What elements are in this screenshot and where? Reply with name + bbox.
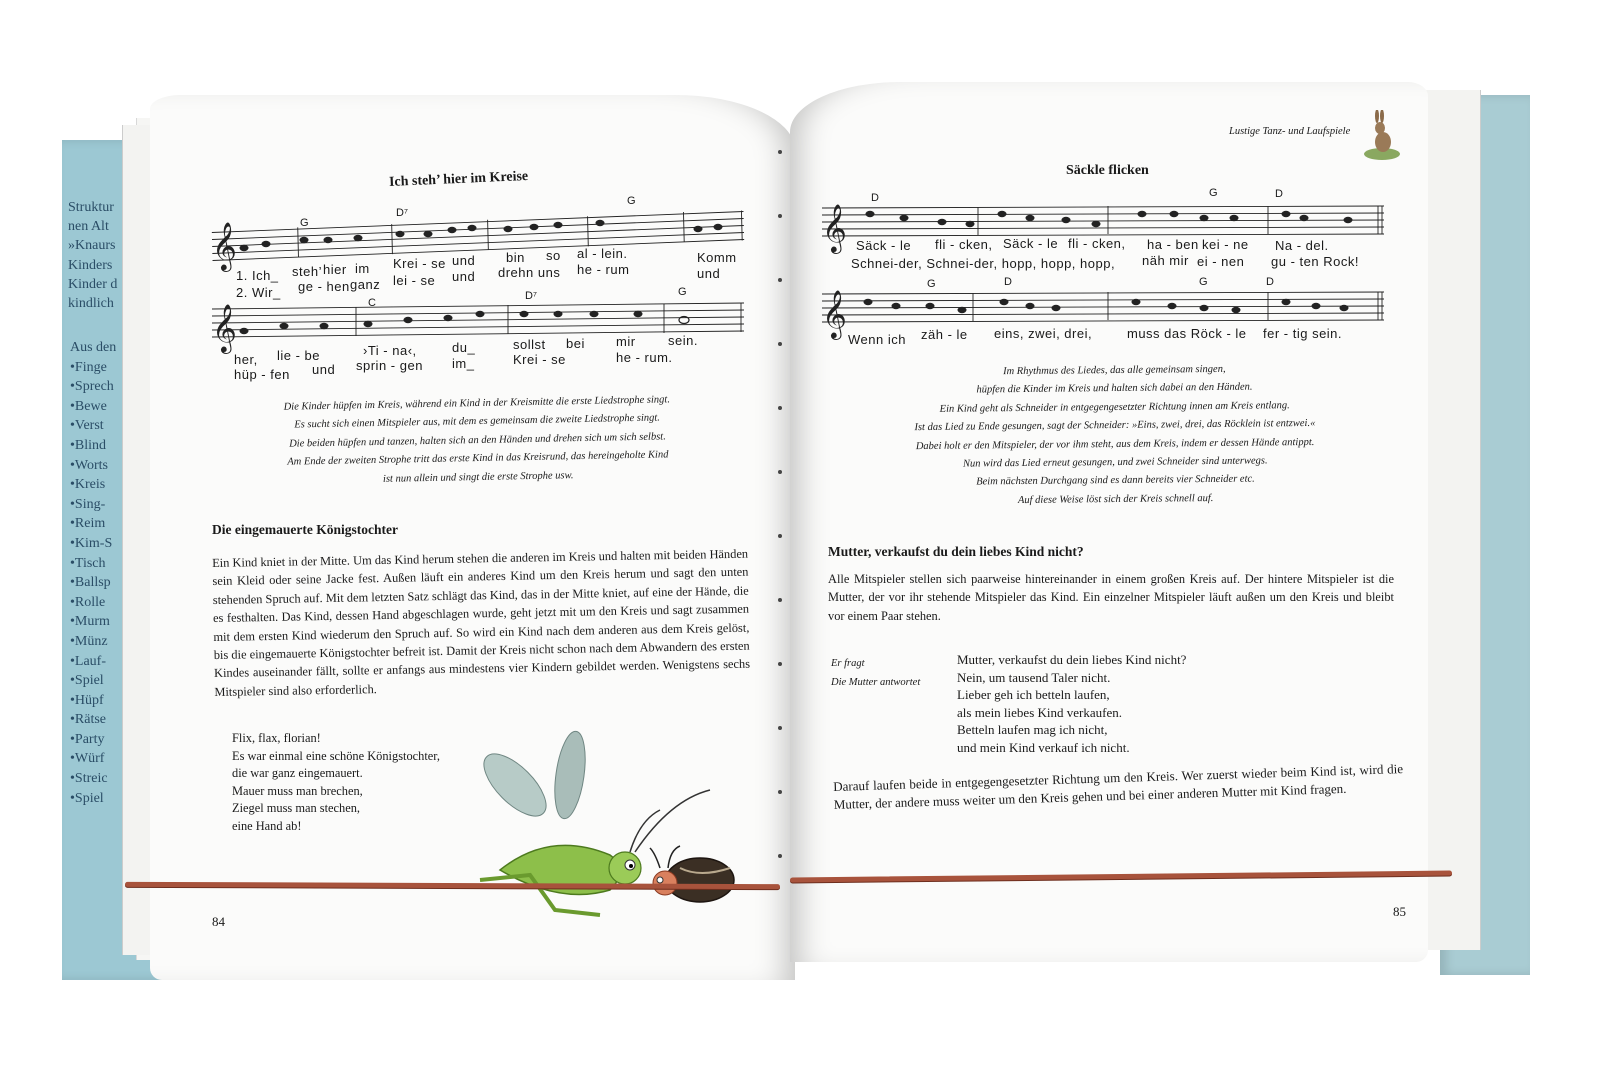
bullet-icon: • (70, 457, 75, 473)
lyric: mir (616, 334, 636, 349)
spine-binding (778, 150, 784, 930)
chord: G (678, 286, 687, 298)
bullet-icon: • (70, 633, 75, 649)
lyric: gu - ten Rock! (1271, 254, 1359, 269)
lyric: im (355, 261, 370, 276)
lyric: und (312, 362, 336, 377)
closing-text-right: Darauf laufen beide in entgegengesetzter Richtung um den Kreis. Wer zuerst wieder beim Kind ist, wird die Mutter, der andere muss weiter um den Kreis gehen und bei einer anderen Mutter mit Kind fragen. (833, 761, 1404, 813)
bullet-icon: • (70, 771, 75, 787)
bullet-icon: • (70, 555, 75, 571)
lyric: ganz (350, 277, 381, 292)
lyric: sprin - gen (356, 358, 423, 373)
lyric: hier (323, 262, 347, 277)
cover-list-item: •Party (70, 731, 105, 747)
cover-list-item: •Sing- (70, 496, 106, 512)
lyric: her, (234, 352, 258, 367)
lyric: Na - del. (1275, 238, 1329, 253)
cover-list-item: •Finge (70, 359, 107, 375)
rabbit-illustration (1362, 110, 1402, 162)
lyric: eins, zwei, drei, (994, 326, 1093, 341)
lyric: sein. (668, 333, 698, 348)
dialog-lines: Mutter, verkaufst du dein liebes Kind nicht? Nein, um tausend Taler nicht. Lieber geh ich betteln laufen, als mein liebes Kind verkaufen. Betteln laufen mag ich nicht, und mein Kind verkauf ich nicht. (957, 652, 1187, 755)
cover-list-item: •Ballsp (70, 575, 111, 591)
bullet-icon: • (70, 673, 75, 689)
lyric: sollst (513, 337, 546, 352)
lyric: ge - hen (298, 279, 350, 294)
bullet-icon: • (70, 516, 75, 532)
lyric: Komm (697, 250, 737, 265)
chord: D⁷ (396, 207, 408, 219)
chord: G (1209, 187, 1218, 199)
instructions-left: Die Kinder hüpfen im Kreis, während ein Kind in der Kreismitte die erste Liedstrophe singt. Es sucht sich einen Mitspieler aus, mit dem es gemeinsam die zweite Liedstrophe singt. Die beiden hüpfen und tanzen, halten sich an den Händen und drehen sich um sich selbst. Am Ende der zweiten Strophe tritt das erste Kind in das Kreisrund, das hereingeholte Kind ist nun allein und singt die erste Strophe usw. (283, 394, 671, 485)
lyric: 2. Wir_ (236, 285, 281, 300)
lyric: hüp - fen (234, 367, 290, 382)
lyric: kei - ne (1202, 237, 1249, 252)
cover-list-item: •Spiel (70, 790, 104, 806)
bullet-icon: • (70, 496, 75, 512)
cover-list-item: •Münz (70, 633, 108, 649)
lyric: ei - nen (1197, 254, 1245, 269)
lyric: zäh - le (921, 327, 968, 342)
page-number-left: 84 (212, 914, 225, 929)
chord: C (368, 297, 376, 309)
bullet-icon: • (70, 379, 75, 395)
svg-text:𝄞: 𝄞 (822, 289, 847, 338)
chord: D (1266, 276, 1274, 288)
chord: D (871, 192, 879, 204)
lyric: Krei - se (393, 256, 446, 271)
lyric: lie - be (277, 348, 321, 363)
lyric: bin (506, 250, 525, 265)
instructions-right: Im Rhythmus des Liedes, das alle gemeinsam singen, hüpfen die Kinder im Kreis und halten sich dabei an den Händen. Ein Kind geht als Schneider in entgegengesetzter Richtung innen am Kreis entlang. Ist das Lied zu Ende gesungen, sagt der Schneider: »Eins, zwei, drei, das Röcklein ist entzwei.« Dabei holt er den Mitspieler, der vor ihm steht, aus dem Kreis, indem er dessen Hände antippt. Nun wird das Lied erneut gesungen, und zwei Schneider sind unterwegs. Beim nächsten Durchgang sind es dann bereits vier Schneider etc. Auf diese Weise löst sich der Kreis schnell auf. (914, 363, 1316, 506)
chord: D (1275, 188, 1283, 200)
bullet-icon: • (70, 535, 75, 551)
cover-list-item: •Tisch (70, 555, 106, 571)
cover-list: Aus den •Finge •Sprech •Bewe •Verst •Blind •Worts •Kreis •Sing- •Reim •Kim-S •Tisch •Ballsp •Rolle •Murm •Münz •Lauf- •Spiel •Hüpf •Rätse •Party •Würf •Streic •Spiel (70, 338, 140, 808)
game-title-right: Mutter, verkaufst du dein liebes Kind nicht? (828, 544, 1084, 559)
bullet-icon: • (70, 477, 75, 493)
bullet-icon: • (70, 751, 75, 767)
lyric: ›Ti - na‹, (363, 343, 417, 358)
page-stack-right (1420, 90, 1481, 950)
cover-list-item: •Rolle (70, 594, 106, 610)
lyric: und (452, 253, 476, 268)
running-head: Lustige Tanz- und Laufspiele (1229, 126, 1351, 137)
bullet-icon: • (70, 359, 75, 375)
lyric: fer - tig sein. (1263, 326, 1343, 341)
bullet-icon: • (70, 653, 75, 669)
lyric: im_ (452, 356, 475, 371)
song-title-right: Säckle flicken (1066, 163, 1149, 178)
cover-list-item: •Hüpf (70, 692, 104, 708)
lyric: he - rum (577, 262, 630, 277)
song-title-left: Ich steh’ hier im Kreise (388, 168, 529, 191)
cover-list-item: •Reim (70, 516, 106, 532)
lyric: bei (566, 336, 585, 351)
lyric: fli - cken, (935, 237, 993, 252)
lyric: und (697, 266, 721, 281)
svg-text:𝄞: 𝄞 (822, 203, 847, 252)
cover-list-item: •Kreis (70, 477, 106, 493)
svg-text:𝄞: 𝄞 (212, 221, 237, 270)
chord: D (1004, 276, 1012, 288)
chord: G (627, 195, 636, 207)
lyric: Krei - se (513, 352, 566, 367)
cover-list-item: •Sprech (70, 379, 114, 395)
game-text-left: Ein Kind kniet in der Mitte. Um das Kind herum stehen die anderen im Kreis und halten mit beiden Händen sein Kleid oder seine Jacke fest. Außen läuft ein anderes Kind um den Kreis herum und sagt den unten stehenden Spruch auf. Mit dem letzten Satz schlägt das Kind, das in der Mitte kniet, auf eine der Hände, die es festhalten. Das Kind, dessen Hand abgeschlagen wurde, geht jetzt mit um den Kreis und sagt zusammen mit dem ersten Kind wiederum den Spruch auf. So wird ein Kind nach dem anderen aus dem Kreis gelöst, bis die eingemauerte Königstochter befreit ist. Damit der Kreis nicht schon nach dem Abwandern des ersten Kindes auseinander fällt, sollte er anfangs aus mindestens vier Kindern gebildet werden. Wenigstens sechs Mitspieler sind also erforderlich. (212, 546, 751, 699)
lyric: und (452, 269, 476, 284)
cover-list-item: •Worts (70, 457, 108, 473)
rhyme: Flix, flax, florian! Es war einmal eine schöne Königstochter, die war ganz eingemauert. Mauer muss man brechen, Ziegel muss man stechen, eine Hand ab! (232, 731, 441, 833)
cover-list-item: •Würf (70, 751, 105, 767)
chord: G (300, 217, 309, 229)
lyric: du_ (452, 340, 476, 355)
dialog-label-question: Er fragt (831, 658, 865, 669)
lyric: steh’ (292, 264, 322, 279)
cover-list-item: •Blind (70, 437, 107, 453)
game-text-right: Alle Mitspieler stellen sich paarweise hintereinander in einem großen Kreis auf. Der hintere Mitspieler ist die Mutter, der vor ihr stehende Mitspieler das Kind. Ein einzelner Mitspieler läuft außen um den Kreis und bleibt vor einem Paar stehen. (828, 572, 1394, 623)
dialog-label-answer: Die Mutter antwortet (831, 677, 921, 688)
page-number-right: 85 (1393, 904, 1406, 919)
lyric: he - rum. (616, 350, 673, 365)
svg-text:𝄞: 𝄞 (212, 303, 237, 352)
cover-intro-text: Struktur nen Alt »Knaurs Kinders Kinder d kindlich (68, 200, 118, 312)
lyric: drehn uns (498, 265, 561, 280)
cover-list-item: •Streic (70, 771, 108, 787)
lyric: Säck - le (856, 238, 912, 253)
bullet-icon: • (70, 712, 75, 728)
lyric: näh mir (1142, 253, 1189, 268)
cover-list-item: •Kim-S (70, 535, 113, 551)
bullet-icon: • (70, 418, 75, 434)
cover-list-item: •Lauf- (70, 653, 106, 669)
game-title-left: Die eingemauerte Königstochter (212, 522, 398, 537)
lyric: so (546, 248, 561, 263)
bullet-icon: • (70, 437, 75, 453)
cover-list-item: •Spiel (70, 673, 104, 689)
bullet-icon: • (70, 614, 75, 630)
chord: D⁷ (525, 290, 537, 302)
lyric: fli - cken, (1068, 236, 1126, 251)
cover-list-item: •Bewe (70, 398, 107, 414)
chord: G (1199, 276, 1208, 288)
cover-list-item: •Rätse (70, 712, 107, 728)
bullet-icon: • (70, 594, 75, 610)
lyric: muss das Röck - le (1127, 326, 1247, 341)
cover-list-item: •Murm (70, 614, 110, 630)
lyric: Wenn ich (848, 332, 906, 347)
beetle-illustration (640, 838, 760, 918)
bullet-icon: • (70, 731, 75, 747)
chord: G (927, 278, 936, 290)
lyric: 1. Ich_ (236, 268, 279, 283)
bullet-icon: • (70, 575, 75, 591)
lyric: Säck - le (1003, 236, 1059, 251)
bullet-icon: • (70, 790, 75, 806)
lyric: ha - ben (1147, 237, 1199, 252)
bullet-icon: • (70, 398, 75, 414)
bullet-icon: • (70, 692, 75, 708)
lyric: al - lein. (577, 246, 628, 261)
cover-list-item: •Verst (70, 418, 104, 434)
lyric: Schnei-der, Schnei-der, hopp, hopp, hopp, (851, 256, 1116, 271)
lyric: lei - se (393, 273, 436, 288)
